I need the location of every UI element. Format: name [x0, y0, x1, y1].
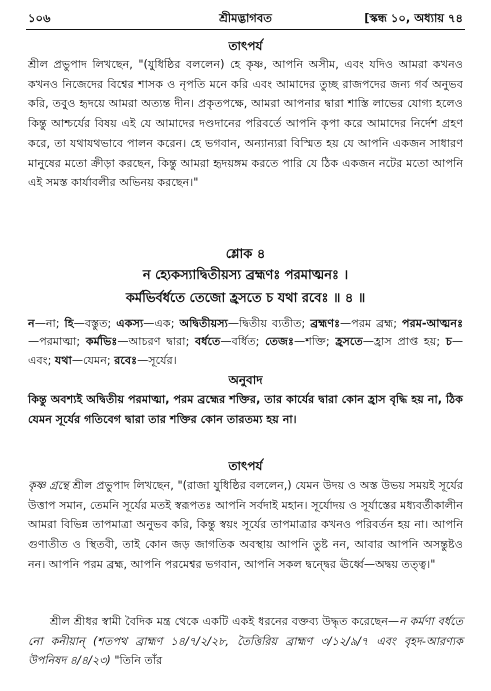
synonym-meaning: না: [45, 317, 56, 330]
vedic-quote: ন কর্মণা বর্ধতে নো কনীয়ান্ (শতপথ ব্রাহ্মণ ১৪/৭/২/২৮, তৈত্তিরিয় ব্রাহ্মণ ৩/১২/৯/৭ এবং বৃহদ-আরণ্যক উপনিষদ ৪/৪/২৩): [28, 615, 463, 668]
synonym-word: বর্ধতে: [195, 335, 221, 349]
synonym-word: একস্য: [116, 317, 144, 330]
synonym-word: ব্রহ্মণঃ: [310, 317, 341, 330]
header-rule: [26, 29, 465, 30]
verse-line-2: কর্মভির্বর্ধতে তেজো হ্রসতে চ যথা রবেঃ ॥ ৪ ॥: [125, 291, 366, 306]
synonym-meaning: সূর্যের: [148, 353, 173, 367]
synonym-word: অদ্বিতীয়স্য: [179, 317, 228, 330]
synonym-word: তেজঃ: [265, 335, 295, 349]
synonym-word: পরম-আত্মনঃ: [401, 317, 464, 330]
synonym-word: রবেঃ: [114, 353, 138, 367]
purport-text: শ্রীল প্রভুপাদ লিখছেন, "(যুধিষ্ঠির বললেন) হে কৃষ্ণ, আপনি অসীম, এবং যদিও আমরা কখনও কখনও নিজেদের বিশ্বের শাসক ও নৃপতি মনে করি এবং আমাদের তুচ্ছ রাজপদের জন্য গর্ব অনুভব করি, তবুও হৃদয়ে আমরা অত্যন্ত দীন। প্রকৃতপক্ষে, আমরা আপনার দ্বারা শাস্তি লাভের যোগ্য হলেও কিন্তু আশ্চর্যের বিষয় এই যে আমাদের দণ্ডদানের পরিবর্তে আপনি কৃপা করে আমাদের নির্দেশ গ্রহণ করে, তা যথাযথভাবে পালন করেন। হে ভগবান, অন্যান্যরা বিস্মিত হয় যে আপনি একজন সাধারণ মানুষের মতো ক্রীড়া করছেন, কিন্তু আমরা হৃদয়ঙ্গম করতে পারি যে ঠিক একজন নটের মতো আপনি এই সমস্ত কার্যাবলীর অভিনয় করছেন।": [28, 58, 463, 190]
synonym-meaning: পরম ব্রহ্ম: [351, 317, 394, 330]
synonym-word: ন: [28, 317, 35, 330]
book-title: শ্রীমদ্ভাগবত: [219, 11, 272, 25]
synonym-word: কর্মভিঃ: [85, 335, 118, 349]
page-header: [28, 10, 463, 28]
chapter-reference: [স্কন্ধ ১০, অধ্যায় ৭৪: [364, 11, 463, 25]
purport2-heading: তাৎপর্য: [228, 459, 263, 473]
translation-heading: অনুবাদ: [228, 373, 263, 387]
synonym-meaning: দ্বিতীয় ব্যতীত: [239, 317, 302, 330]
synonym-meaning: পরমাত্মা: [39, 335, 77, 349]
synonym-meaning: আচরণ দ্বারা: [128, 335, 186, 349]
verse-line-1: ন হ্যেকস্যাদ্বিতীয়স্য ব্রহ্মণঃ পরমাত্মনঃ ।: [142, 268, 349, 283]
synonym-meaning: এবং: [28, 353, 48, 367]
synonyms-paragraph: ন—না; হি—বস্তুত; একস্য—এক; অদ্বিতীয়স্য—দ্বিতীয় ব্যতীত; ব্রহ্মণঃ—পরম ব্রহ্ম; পরম-আত্মনঃ—পরমাত্মা; কর্মভিঃ—আচরণ দ্বারা; বর্ধতে—বর্ধিত; তেজঃ—শক্তি; হ্রসতে—হ্রাস প্রাপ্ত হয়; চ—এবং; যথা—যেমন; রবেঃ—সূর্যের।: [28, 317, 464, 367]
synonym-meaning: শক্তি: [305, 335, 326, 349]
synonym-word: যথা: [54, 353, 72, 367]
synonym-word: হি: [64, 317, 74, 330]
page-number: ১০৬: [28, 11, 51, 25]
final-paragraph: [28, 612, 463, 671]
synonym-word: হ্রসতে: [335, 335, 363, 349]
purport2-body: শ্রীল প্রভুপাদ লিখছেন, "(রাজা যুধিষ্ঠির বললেন,) যেমন উদয় ও অস্ত উভয় সময়ই সূর্যের উত্তাপ সমান, তেমনি সূর্যের মতই স্বরূপতঃ আপনি সর্বদাই মহান। সূর্যোদয় ও সূর্যাস্তের মধ্যবর্তীকালীন আমরা বিভিন্ন তাপমাত্রা অনুভব করি, কিন্তু স্বয়ং সূর্যের তাপমাত্রার কখনও পরিবর্তন হয় না। আপনি গুণাতীত ও স্থিতবী, তাই কোন জড় জাগতিক অবস্থায় আপনি তুষ্ট নন, আবার আপনি অসন্তুষ্টও নন। আপনি পরম ব্রহ্ম, আপনি পরমেশ্বর ভগবান, আপনি সকল দ্বন্দ্বের ঊর্ধ্বে—অদ্বয় তত্ত্ব।": [28, 479, 463, 571]
verse-heading: শ্লোক ৪: [225, 247, 266, 262]
synonym-meaning: এক: [154, 317, 171, 330]
purport-heading: তাৎপর্য: [228, 39, 263, 53]
purport2-text: [28, 476, 463, 575]
synonym-meaning: বর্ধিত: [231, 335, 256, 349]
synonym-word: চ: [445, 335, 452, 349]
synonym-meaning: হ্রাস প্রাপ্ত হয়: [373, 335, 437, 349]
synonym-meaning: যেমন: [83, 353, 107, 367]
source-reference: কৃষ্ণ গ্রন্থে: [28, 479, 69, 492]
translation-text: কিন্তু অবশ্যই অদ্বিতীয় পরমাত্মা, পরম ব্রহ্মের শক্তির, তার কার্যের দ্বারা কোন হ্রাস বৃদ্ধি হয় না, ঠিক যেমন সূর্যের গতিবেগ দ্বারা তার শক্তির কোন তারতম্য হয় না।: [28, 393, 463, 426]
synonym-meaning: বস্তুত: [84, 317, 108, 330]
final-text-a: শ্রীল শ্রীধর স্বামী বৈদিক মন্ত্র থেকে একটি একই ধরনের বক্তব্য উদ্ধৃত করেছেন—: [50, 615, 400, 628]
final-text-b: "তিনি তাঁর: [110, 654, 163, 668]
